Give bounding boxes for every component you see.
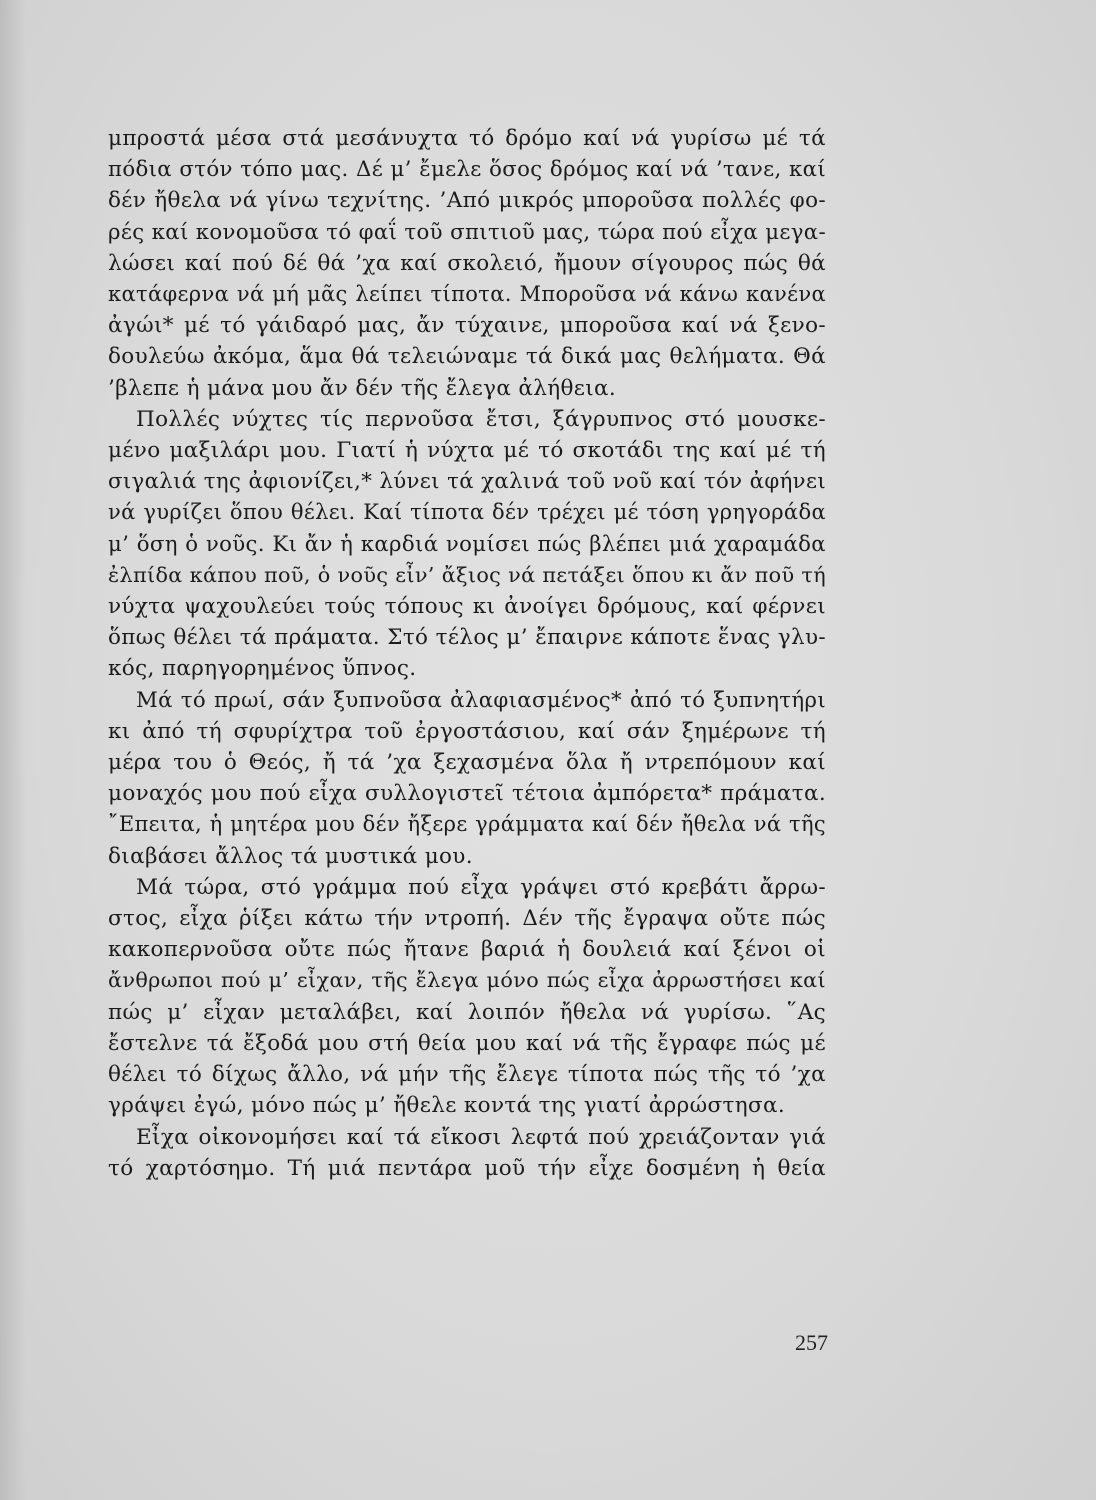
text-line: δέν ἤθελα νά γίνω τεχνίτης. ’Από μικρός μποροῦσα πολλές φο- xyxy=(108,188,826,214)
text-line: νύχτα ψαχουλεύει τούς τόπους κι ἀνοίγει δρόμους, καί φέρνει xyxy=(108,594,826,620)
text-line: ἔστελνε τά ἔξοδά μου στή θεία μου καί νά τῆς ἔγραφε πώς μέ xyxy=(108,1030,826,1056)
text-line: μπροστά μέσα στά μεσάνυχτα τό δρόμο καί νά γυρίσω μέ τά xyxy=(108,126,826,151)
text-line: θέλει τό δίχως ἄλλο, νά μήν τῆς ἔλεγε τίποτα πώς τῆς τό ’χα xyxy=(108,1062,826,1088)
text-line: ἄνθρωποι πού μ’ εἶχαν, τῆς ἔλεγα μόνο πώς εἶχα ἀρρωστήσει καί xyxy=(108,968,826,993)
paragraph xyxy=(108,123,826,404)
text-line: ῎Επειτα, ἡ μητέρα μου δέν ἤξερε γράμματα καί δέν ἤθελα νά τῆς xyxy=(108,812,826,837)
text-line: κός, παρηγορημένος ὕπνος. xyxy=(108,656,417,682)
text-line: κι ἀπό τή σφυρίχτρα τοῦ ἐργοστάσιου, καί σάν ξημέρωνε τή xyxy=(108,718,826,744)
text-line: κακοπερνοῦσα οὔτε πώς ἤτανε βαριά ἡ δουλειά καί ξένοι οἱ xyxy=(108,937,826,963)
text-line: νά γυρίζει ὅπου θέλει. Καί τίποτα δέν τρέχει μέ τόση γρηγοράδα xyxy=(108,500,826,525)
text-line: μοναχός μου πού εἶχα συλλογιστεῖ τέτοια ἀμπόρετα* πράματα. xyxy=(108,781,826,807)
text-line: μ’ ὅση ὁ νοῦς. Κι ἄν ἡ καρδιά νομίσει πώς βλέπει μιά χαραμάδα xyxy=(108,531,826,557)
text-line: μέρα του ὁ Θεός, ἤ τά ’χα ξεχασμένα ὅλα ἤ ντρεπόμουν καί xyxy=(108,750,826,776)
text-line: σιγαλιά της ἀφιονίζει,* λύνει τά χαλινά τοῦ νοῦ καί τόν ἀφήνει xyxy=(108,469,826,495)
text-line: Εἶχα οἰκονομήσει καί τά εἴκοσι λεφτά πού χρειάζονταν γιά xyxy=(136,1124,826,1150)
text-line: τό χαρτόσημο. Τή μιά πεντάρα μοῦ τήν εἶχε δοσμένη ἡ θεία xyxy=(108,1155,826,1181)
text-line: πόδια στόν τόπο μας. Δέ μ’ ἔμελε ὅσος δρόμος καί νά ’τανε, καί xyxy=(108,157,826,183)
text-line: ἀγώι* μέ τό γάιδαρό μας, ἄν τύχαινε, μποροῦσα καί νά ξενο- xyxy=(108,313,826,339)
text-line: διαβάσει ἄλλος τά μυστικά μου. xyxy=(108,843,473,869)
text-line: δουλεύω ἀκόμα, ἅμα θά τελειώναμε τά δικά μας θελήματα. Θά xyxy=(108,344,826,370)
text-line: γράψει ἐγώ, μόνο πώς μ’ ἤθελε κοντά της γιατί ἀρρώστησα. xyxy=(108,1093,786,1119)
text-line: ’βλεπε ἡ μάνα μου ἄν δέν τῆς ἔλεγα ἀλήθεια. xyxy=(108,375,617,401)
text-line: στος, εἶχα ῥίξει κάτω τήν ντροπή. Δέν τῆς ἔγραψα οὔτε πώς xyxy=(108,906,826,932)
page-number: 257 xyxy=(795,1330,828,1355)
text-line: Πολλές νύχτες τίς περνοῦσα ἔτσι, ξάγρυπνος στό μουσκε- xyxy=(136,406,826,432)
paragraph xyxy=(108,872,826,1122)
paragraph xyxy=(108,404,826,685)
body-text xyxy=(108,123,826,1184)
text-line: ὅπως θέλει τά πράματα. Στό τέλος μ’ ἔπαιρνε κάποτε ἕνας γλυ- xyxy=(108,625,826,651)
text-line: Μά τό πρωί, σάν ξυπνοῦσα ἀλαφιασμένος* ἀπό τό ξυπνητήρι xyxy=(136,687,826,713)
text-line: ἐλπίδα κάπου ποῦ, ὁ νοῦς εἶν’ ἄξιος νά πετάξει ὅπου κι ἄν ποῦ τή xyxy=(108,562,826,587)
text-line: πώς μ’ εἶχαν μεταλάβει, καί λοιπόν ἤθελα νά γυρίσω. ῞Ας xyxy=(108,999,826,1025)
text-line: Μά τώρα, στό γράμμα πού εἶχα γράψει στό κρεβάτι ἄρρω- xyxy=(136,874,826,900)
text-line: μένο μαξιλάρι μου. Γιατί ἡ νύχτα μέ τό σκοτάδι της καί μέ τή xyxy=(108,438,826,464)
text-line: κατάφερνα νά μή μᾶς λείπει τίποτα. Μποροῦσα νά κάνω κανένα xyxy=(108,282,826,307)
paragraph xyxy=(108,1122,826,1184)
text-line: λώσει καί πού δέ θά ’χα καί σκολειό, ἤμουν σίγουρος πώς θά xyxy=(108,250,826,276)
paragraph xyxy=(108,685,826,872)
text-line: ρές καί κονομοῦσα τό φαΐ τοῦ σπιτιοῦ μας, τώρα πού εἶχα μεγα- xyxy=(108,219,826,245)
